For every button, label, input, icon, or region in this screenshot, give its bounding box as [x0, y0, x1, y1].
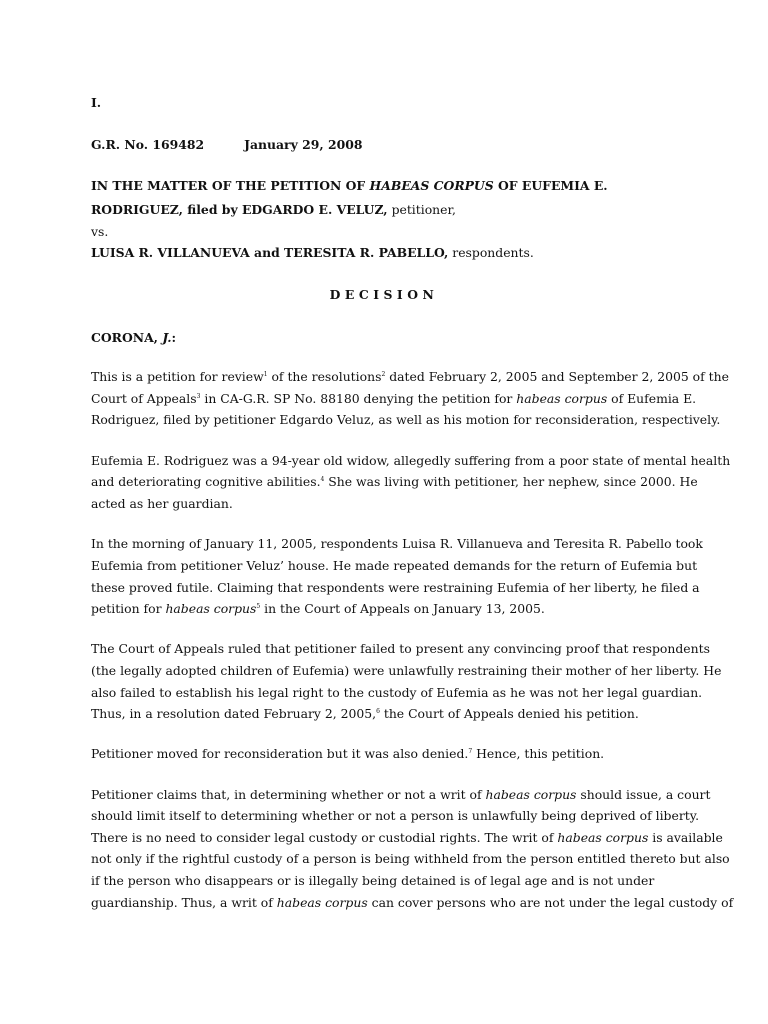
caption-line-4: LUISA R. VILLANUEVA and TERESITA R. PABELLO, respondents.	[91, 245, 534, 260]
ponente: CORONA, J.:	[91, 330, 177, 345]
case-header	[91, 137, 362, 153]
footnote-ref: 5	[256, 603, 261, 610]
paragraph-2-line-3: acted as her guardian.	[91, 496, 233, 511]
section-marker: I.	[91, 95, 102, 110]
paragraph-6-line-2: should limit itself to determining whether or not a person is unlawfully being deprived of liberty.	[91, 808, 700, 823]
paragraph-3-line-3: these proved futile. Claiming that respondents were restraining Eufemia of her liberty, he filed a	[91, 580, 700, 595]
footnote-ref: 2	[381, 371, 386, 378]
footnote-ref: 4	[320, 476, 325, 483]
gr-number: G.R. No. 169482	[91, 137, 205, 152]
paragraph-6-line-1: Petitioner claims that, in determining whether or not a writ of habeas corpus should issue, a court	[91, 787, 711, 802]
paragraph-6-line-3: There is no need to consider legal custody or custodial rights. The writ of habeas corpus is available	[91, 830, 723, 845]
paragraph-2-line-2: and deteriorating cognitive abilities.$^4$ She was living with petitioner, her nephew, since 2000. He	[91, 474, 698, 489]
paragraph-4-line-4: Thus, in a resolution dated February 2, 2005,$^6$ the Court of Appeals denied his petition.	[91, 706, 639, 721]
decision-date: January 29, 2008	[244, 137, 363, 152]
footnote-ref: 6	[376, 708, 380, 715]
paragraph-4-line-3: also failed to establish his legal right to the custody of Eufemia as he was not her legal guardian.	[91, 685, 703, 700]
paragraph-1-line-2: Court of Appeals$^3$ in CA-G.R. SP No. 88180 denying the petition for habeas corpus of Eufemia E.	[91, 391, 697, 406]
caption-line-1: IN THE MATTER OF THE PETITION OF HABEAS CORPUS OF EUFEMIA E.	[91, 178, 608, 193]
paragraph-3-line-1: In the morning of January 11, 2005, respondents Luisa R. Villanueva and Teresita R. Pabello took	[91, 536, 703, 551]
footnote-ref: 1	[263, 371, 268, 378]
caption-vs: vs.	[91, 224, 109, 239]
footnote-ref: 3	[196, 393, 201, 400]
footnote-ref: 7	[468, 748, 473, 755]
paragraph-1-line-3: Rodriguez, filed by petitioner Edgardo Veluz, as well as his motion for reconsideration, respectively.	[91, 412, 721, 427]
decision-heading: DECISION	[329, 287, 439, 302]
paragraph-6-line-4: not only if the rightful custody of a person is being withheld from the person entitled thereto but also	[91, 851, 730, 866]
paragraph-6-line-6: guardianship. Thus, a writ of habeas corpus can cover persons who are not under the legal custody of	[91, 895, 734, 910]
paragraph-5-line-1: Petitioner moved for reconsideration but it was also denied.$^7$ Hence, this petition.	[91, 746, 605, 761]
paragraph-3-line-2: Eufemia from petitioner Veluz’ house. He made repeated demands for the return of Eufemia but	[91, 558, 698, 573]
paragraph-2-line-1: Eufemia E. Rodriguez was a 94-year old widow, allegedly suffering from a poor state of mental health	[91, 453, 731, 468]
paragraph-3-line-4: petition for habeas corpus$^5$ in the Court of Appeals on January 13, 2005.	[91, 601, 545, 616]
paragraph-1-line-1: This is a petition for review$^1$ of the resolutions$^2$ dated February 2, 2005 and September 2, 2005 of the	[91, 369, 729, 384]
caption-line-2: RODRIGUEZ, filed by EDGARDO E. VELUZ, petitioner,	[91, 202, 456, 217]
paragraph-4-line-2: (the legally adopted children of Eufemia) were unlawfully restraining their mother of her liberty. He	[91, 663, 722, 678]
paragraph-6-line-5: if the person who disappears or is illegally being detained is of legal age and is not under	[91, 873, 655, 888]
paragraph-4-line-1: The Court of Appeals ruled that petitioner failed to present any convincing proof that respondents	[91, 641, 710, 656]
